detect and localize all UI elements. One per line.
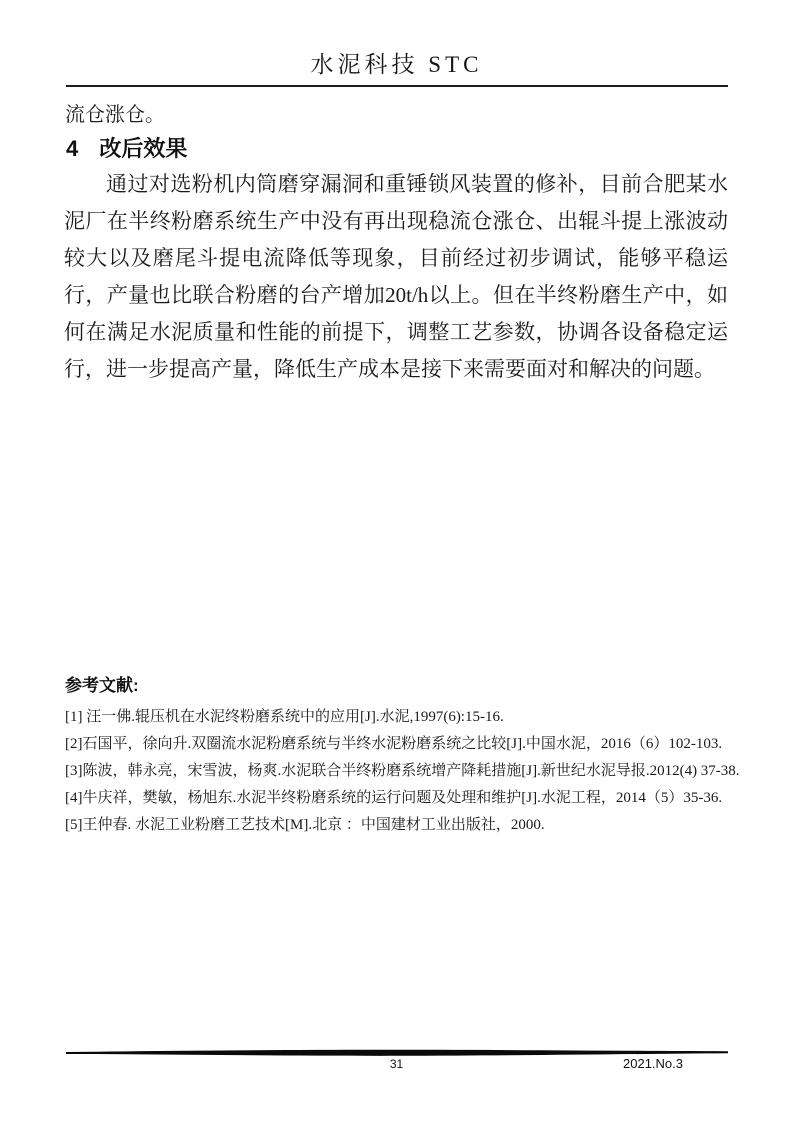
journal-title: 水泥科技 STC (310, 52, 483, 77)
paragraph-continuation-line: 流仓涨仓。 (65, 104, 165, 126)
reference-item: [2]石国平，徐向升.双圈流水泥粉磨系统与半终水泥粉磨系统之比较[J].中国水泥，2016（6）102-103. (65, 736, 723, 752)
reference-item: [3]陈波，韩永亮，宋雪波，杨爽.水泥联合半终粉磨系统增产降耗措施[J].新世纪水泥导报.2012(4) 37-38. (65, 763, 740, 779)
reference-item: [5]王仲春. 水泥工业粉磨工艺技术[M].北京 ：中国建材工业出版社，2000. (65, 817, 545, 833)
reference-item: [4]牛庆祥，樊敏，杨旭东.水泥半终粉磨系统的运行问题及处理和维护[J].水泥工程，2014（5）35-36. (65, 790, 723, 806)
footer-issue-label: 2021.No.3 (623, 1056, 683, 1071)
section-heading (66, 132, 187, 163)
section-number: 4 (66, 136, 79, 161)
footer-rule (66, 1045, 728, 1055)
reference-item: [1] 汪一佛.辊压机在水泥终粉磨系统中的应用[J].水泥,1997(6):15-16. (65, 709, 504, 725)
section-title: 改后效果 (99, 136, 188, 161)
body-paragraph: 通过对选粉机内筒磨穿漏洞和重锤锁风装置的修补，目前合肥某水泥厂在半终粉磨系统生产中没有再出现稳流仓涨仓、出辊斗提上涨波动较大以及磨尾斗提电流降低等现象，目前经过初步调试，能够平稳运行，产量也比联合粉磨的台产增加20t/h以上。但在半终粉磨生产中，如何在满足水泥质量和性能的前提下，调整工艺参数，协调各设备稳定运行，进一步提高产量，降低生产成本是接下来需要面对和解决的问题。 (64, 172, 728, 381)
references-title: 参考文献: (65, 676, 139, 695)
header-rule (66, 85, 728, 87)
references-section (65, 671, 743, 839)
footer-page-number: 31 (389, 1057, 404, 1071)
